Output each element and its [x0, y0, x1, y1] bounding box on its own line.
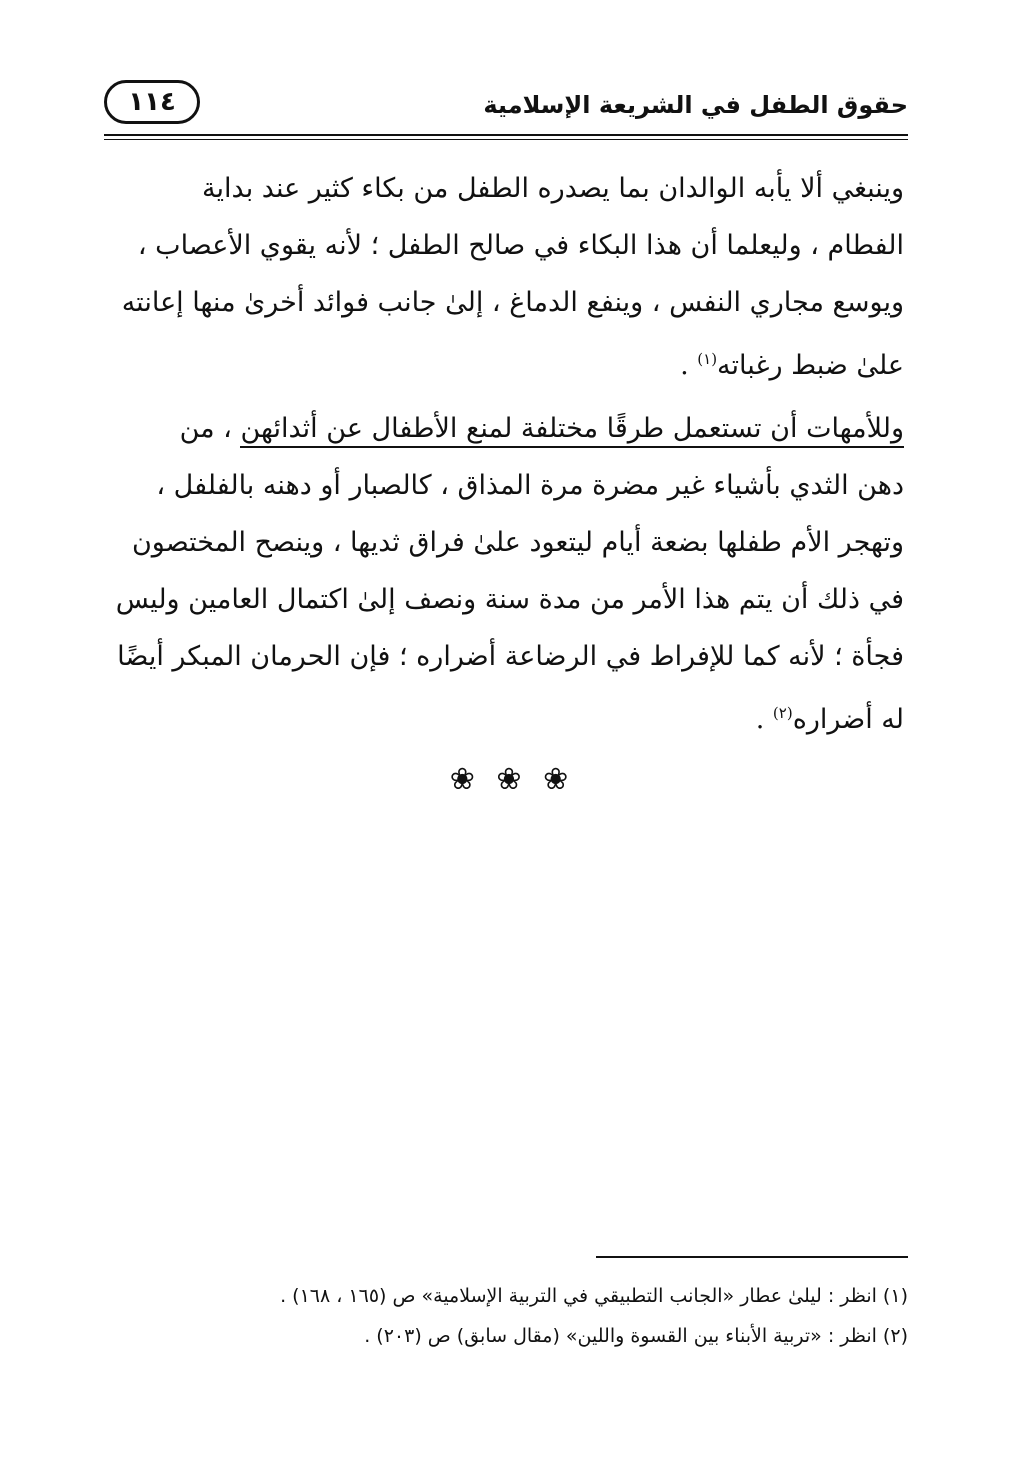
footnote-2: (٢) انظر : «تربية الأبناء بين القسوة واللين» (مقال سابق) ص (٢٠٣) .: [364, 1325, 908, 1347]
paragraph-1-line-3: ويوسع مجاري النفس ، وينفع الدماغ ، إلىٰ جانب فوائد أخرىٰ منها إعانته: [121, 287, 904, 318]
paragraph-1: [104, 160, 904, 394]
paragraph-2: [104, 400, 904, 748]
paragraph-1-line-2: الفطام ، وليعلما أن هذا البكاء في صالح الطفل ؛ لأنه يقوي الأعصاب ،: [137, 230, 904, 261]
section-end-ornament-icon: ❀ ❀ ❀: [449, 762, 575, 797]
footnote-ref-2[interactable]: (٢): [772, 704, 793, 722]
page-number-frame: [104, 80, 200, 124]
paragraph-1-line-1: وينبغي ألا يأبه الوالدان بما يصدره الطفل من بكاء كثير عند بداية: [202, 173, 904, 204]
paragraph-1-line-4-end: .: [680, 350, 698, 381]
paragraph-2-line-1-underlined: أن تستعمل طرقًا مختلفة لمنع الأطفال عن أثدائهن: [240, 413, 807, 444]
footnote-1: (١) انظر : ليلىٰ عطار «الجانب التطبيقي في التربية الإسلامية» ص (١٦٥ ، ١٦٨) .: [280, 1285, 908, 1307]
paragraph-2-line-6-end: .: [755, 704, 773, 735]
paragraph-2-line-1: [104, 400, 904, 457]
running-title: حقوق الطفل في الشريعة الإسلامية: [483, 91, 908, 119]
paragraph-1-line-4-text: علىٰ ضبط رغباته: [717, 350, 904, 381]
header-rule-thin: [104, 139, 908, 140]
paragraph-2-line-3: وتهجر الأم طفلها بضعة أيام ليتعود علىٰ فراق ثديها ، وينصح المختصون: [131, 527, 904, 558]
paragraph-2-underlined-phrase: [240, 413, 904, 448]
paragraph-2-line-6: [104, 685, 904, 748]
paragraph-2-line-1-start: وللأمهات: [806, 413, 904, 444]
footnote-separator: [596, 1256, 908, 1258]
paragraph-2-line-6-text: له أضراره: [792, 704, 904, 735]
paragraph-2-line-5: فجأة ؛ لأنه كما للإفراط في الرضاعة أضراره ؛ فإن الحرمان المبكر أيضًا: [117, 641, 904, 672]
paragraph-1-line-4: [104, 331, 904, 394]
page-number: ١١٤: [128, 87, 176, 117]
page-header: [104, 78, 908, 134]
paragraph-2-line-2: دهن الثدي بأشياء غير مضرة مرة المذاق ، كالصبار أو دهنه بالفلفل ،: [156, 470, 904, 501]
paragraph-2-line-1-end: ، من: [179, 413, 241, 444]
paragraph-2-line-4: في ذلك أن يتم هذا الأمر من مدة سنة ونصف إلىٰ اكتمال العامين وليس: [115, 584, 904, 615]
footnote-ref-1[interactable]: (١): [697, 350, 718, 368]
header-rule: [104, 134, 908, 136]
footnotes: [104, 1276, 908, 1356]
